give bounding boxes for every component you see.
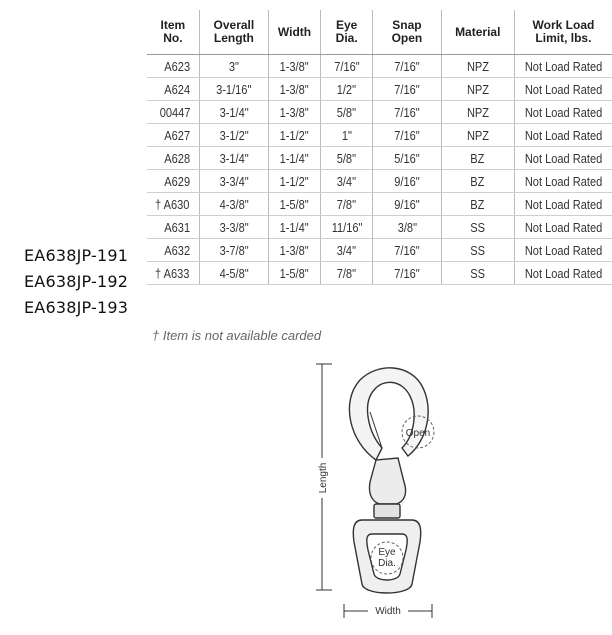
table-cell: 1/2" — [321, 78, 373, 101]
table-cell: 3-3/8" — [199, 216, 268, 239]
table-cell: BZ — [441, 147, 514, 170]
table-cell: 11/16" — [321, 216, 373, 239]
part-number-label: EA638JP-192 — [24, 272, 129, 291]
table-cell: Not Load Rated — [514, 170, 612, 193]
table-cell: 3-1/16" — [199, 78, 268, 101]
table-cell: 7/16" — [373, 239, 441, 262]
dia-label: Dia. — [378, 558, 396, 569]
table-cell: 1-1/4" — [268, 216, 320, 239]
table-cell: A631 — [147, 216, 199, 239]
table-cell: 1-5/8" — [268, 262, 320, 285]
table-cell: A628 — [147, 147, 199, 170]
table-row — [147, 170, 612, 193]
table-row — [147, 78, 612, 101]
table-cell: NPZ — [441, 124, 514, 147]
table-cell: A629 — [147, 170, 199, 193]
table-cell: 7/16" — [373, 78, 441, 101]
table-cell: 4-5/8" — [199, 262, 268, 285]
table-cell: SS — [441, 239, 514, 262]
table-body — [147, 55, 612, 285]
header-eye-dia: Eye Dia. — [321, 10, 373, 55]
table-row — [147, 147, 612, 170]
header-material: Material — [441, 10, 514, 55]
table-cell: 3-1/2" — [199, 124, 268, 147]
table-cell: Not Load Rated — [514, 101, 612, 124]
table-cell: 3/8" — [373, 216, 441, 239]
table-cell: 5/8" — [321, 147, 373, 170]
table-cell: 7/16" — [373, 55, 441, 78]
table-cell: 3" — [199, 55, 268, 78]
part-number-label: EA638JP-193 — [24, 298, 129, 317]
table-cell: 1-1/4" — [268, 147, 320, 170]
table-cell: A624 — [147, 78, 199, 101]
part-number-label: EA638JP-191 — [24, 246, 129, 265]
table-cell: 3-1/4" — [199, 101, 268, 124]
table-cell: 7/16" — [373, 262, 441, 285]
table-cell: 1-3/8" — [268, 78, 320, 101]
table-cell: 7/16" — [373, 124, 441, 147]
table-cell: 1-1/2" — [268, 124, 320, 147]
table-cell: † A633 — [147, 262, 199, 285]
table-cell: 7/16" — [321, 55, 373, 78]
header-item-no: Item No. — [147, 10, 199, 55]
table-header-row — [147, 10, 612, 55]
table-cell: A627 — [147, 124, 199, 147]
table-cell: † A630 — [147, 193, 199, 216]
open-label: Open — [405, 428, 431, 439]
table-cell: 9/16" — [373, 193, 441, 216]
table-cell: BZ — [441, 170, 514, 193]
table-cell: 3/4" — [321, 170, 373, 193]
table-cell: SS — [441, 262, 514, 285]
table-row — [147, 262, 612, 285]
table-cell: 3/4" — [321, 239, 373, 262]
header-overall-length: Overall Length — [199, 10, 268, 55]
table-row — [147, 101, 612, 124]
table-cell: Not Load Rated — [514, 262, 612, 285]
table-row — [147, 216, 612, 239]
table-cell: A623 — [147, 55, 199, 78]
table-cell: NPZ — [441, 101, 514, 124]
table-cell: Not Load Rated — [514, 239, 612, 262]
length-label: Length — [318, 462, 329, 494]
table-cell: 7/8" — [321, 193, 373, 216]
table-cell: Not Load Rated — [514, 216, 612, 239]
table-cell: Not Load Rated — [514, 147, 612, 170]
header-snap-open: Snap Open — [373, 10, 441, 55]
table-cell: 7/8" — [321, 262, 373, 285]
header-width: Width — [268, 10, 320, 55]
table-cell: NPZ — [441, 78, 514, 101]
width-label: Width — [375, 606, 401, 617]
table-cell: 1-3/8" — [268, 101, 320, 124]
table-cell: 9/16" — [373, 170, 441, 193]
table-cell: Not Load Rated — [514, 193, 612, 216]
spec-table — [147, 10, 612, 285]
table-cell: 1-3/8" — [268, 239, 320, 262]
availability-note: † Item is not available carded — [152, 328, 322, 343]
table-cell: 1" — [321, 124, 373, 147]
table-cell: Not Load Rated — [514, 55, 612, 78]
table-row — [147, 193, 612, 216]
table-cell: 4-3/8" — [199, 193, 268, 216]
table-cell: Not Load Rated — [514, 78, 612, 101]
eye-label: Eye — [378, 547, 396, 558]
table-cell: 3-7/8" — [199, 239, 268, 262]
table-cell: 7/16" — [373, 101, 441, 124]
table-row — [147, 55, 612, 78]
table-cell: A632 — [147, 239, 199, 262]
table-row — [147, 239, 612, 262]
table-cell: 5/8" — [321, 101, 373, 124]
table-row — [147, 124, 612, 147]
table-cell: BZ — [441, 193, 514, 216]
table-cell: 3-3/4" — [199, 170, 268, 193]
table-cell: 1-3/8" — [268, 55, 320, 78]
header-work-load-limit: Work Load Limit, lbs. — [514, 10, 612, 55]
table-cell: NPZ — [441, 55, 514, 78]
table-cell: 00447 — [147, 101, 199, 124]
table-cell: 1-1/2" — [268, 170, 320, 193]
table-cell: 3-1/4" — [199, 147, 268, 170]
table-cell: Not Load Rated — [514, 124, 612, 147]
table-cell: 5/16" — [373, 147, 441, 170]
snap-hook-diagram — [310, 352, 460, 632]
table-cell: SS — [441, 216, 514, 239]
table-cell: 1-5/8" — [268, 193, 320, 216]
